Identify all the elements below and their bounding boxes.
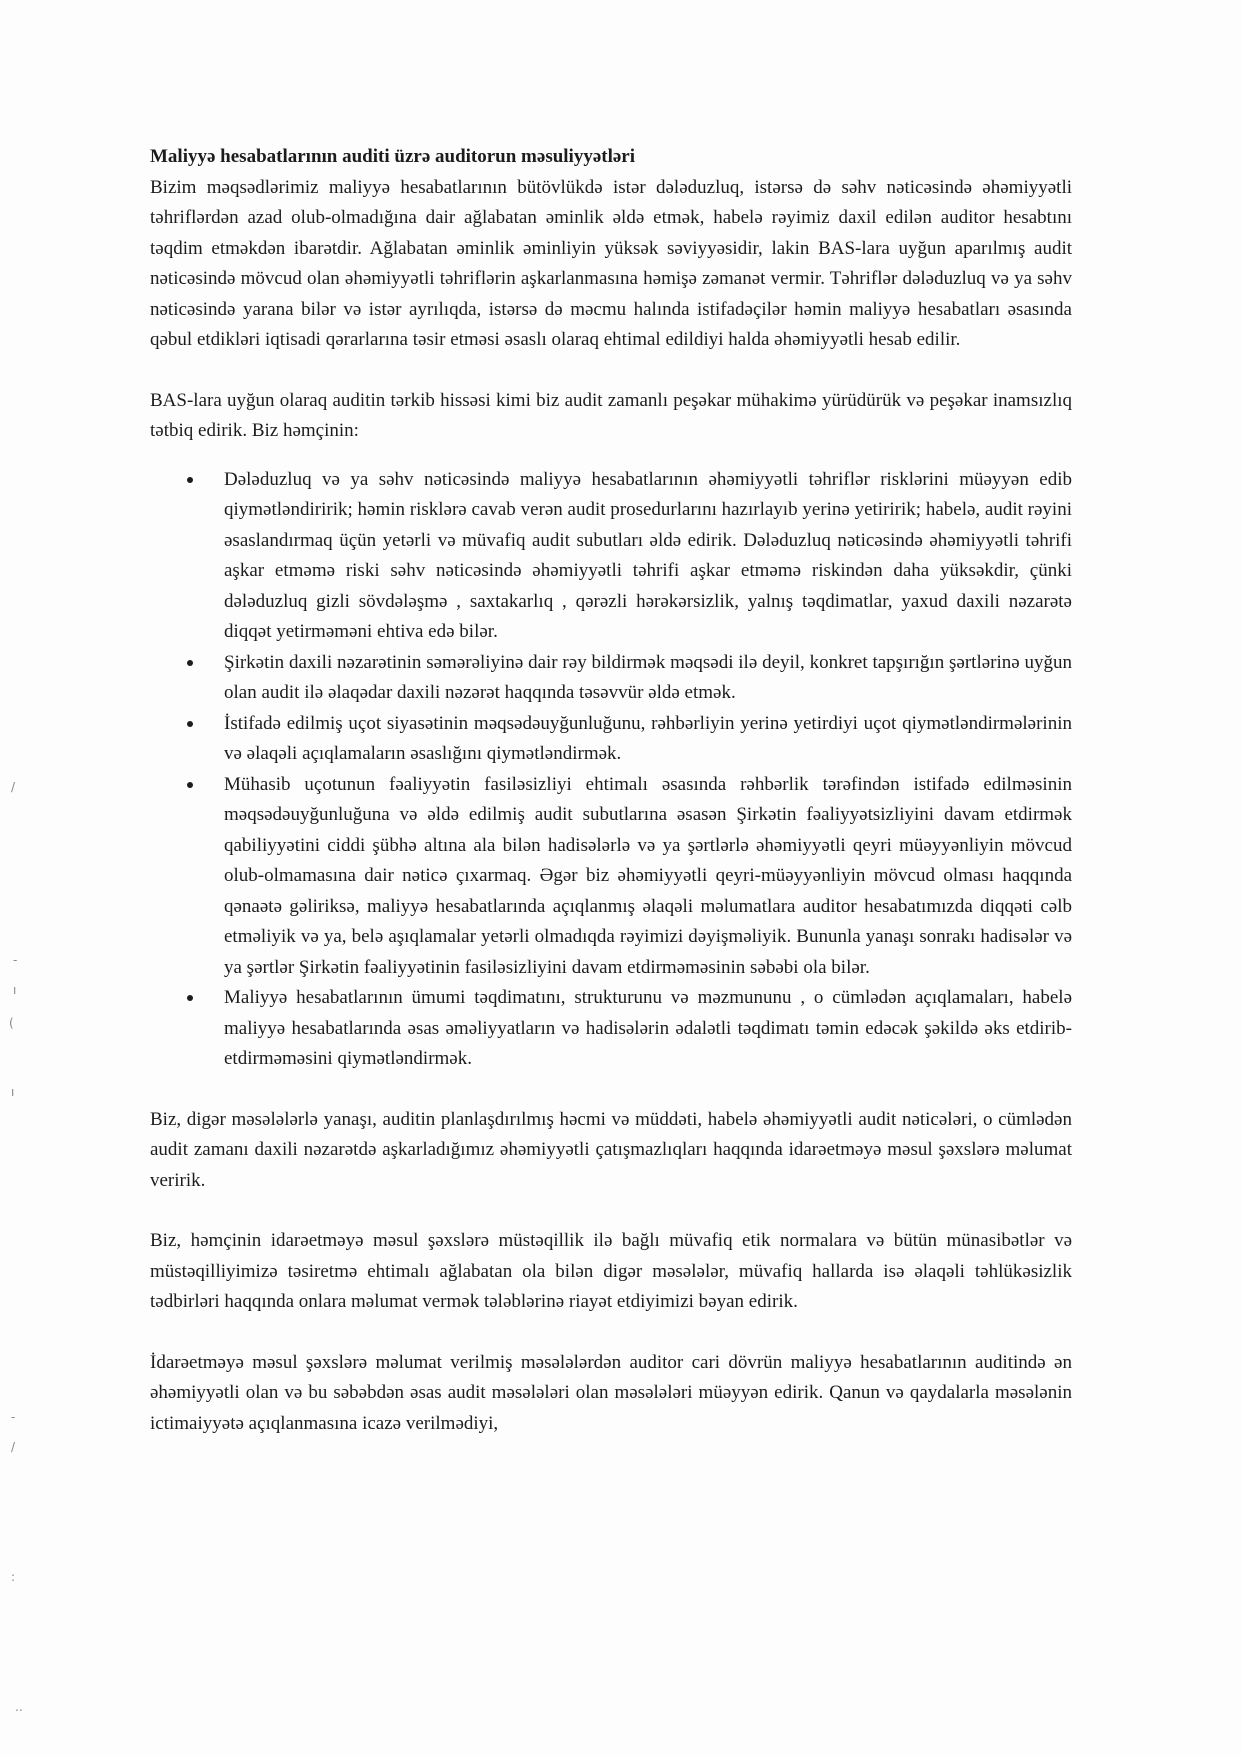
list-item-text: Dələduzluq və ya səhv nəticəsində maliyyə hesabatlarının əhəmiyyətli təhriflər risklərini müəyyən edib qiymətləndiririk; həmin risklərə cavab verən audit prosedurlarını hazırlayıb yerinə yetiririk; habelə, audit rəyini əsaslandırmaq üçün yetərli və müvafiq audit subutları əldə edirik. Dələduzluq nəticəsində əhəmiyyətli təhrifi aşkar etməmə riski səhv nəticəsində əhəmiyyətli təhrifi aşkar etməmə riskindən daha yüksəkdir, çünki dələduzluq gizli sövdələşmə , saxtakarlıq , qərəzli hərəkərsizlik, yalnış təqdimatlar, yaxud daxili nəzarətə diqqət yetirməməni ehtiva edə bilər. [224, 468, 1072, 642]
margin-scan-mark: ı [13, 983, 17, 997]
document-body [150, 142, 1072, 1439]
list-item [150, 770, 1072, 984]
list-item [150, 648, 1072, 709]
responsibilities-list [150, 465, 1072, 1075]
paragraph-spacer [150, 1318, 1072, 1348]
paragraph-spacer [150, 1196, 1072, 1226]
planning-paragraph: Biz, digər məsələlərlə yanaşı, auditin planlaşdırılmış həcmi və müddəti, habelə əhəmiyyətli audit nəticələri, o cümlədən audit zamanı daxili nəzarətdə aşkarladığımız əhəmiyyətli çatışmazlıqları haqqında idarəetməyə məsul şəxslərə məlumat veririk. [150, 1108, 1072, 1191]
bullet-icon [187, 995, 193, 1001]
bullet-icon [187, 477, 193, 483]
list-item-text: Şirkətin daxili nəzarətinin səmərəliyinə dair rəy bildirmək məqsədi ilə deyil, konkret tapşırığın şərtlərinə uyğun olan audit ilə əlaqədar daxili nəzərət haqqında təsəvvür əldə etmək. [224, 651, 1072, 703]
ethics-paragraph: Biz, həmçinin idarəetməyə məsul şəxslərə müstəqillik ilə bağlı müvafiq etik normalara və bütün münasibətlər və müstəqilliyimizə təsiretmə ehtimalı ağlabatan ola bilən digər məsələlər, müvafiq hallarda isə əlaqəli təhlükəsizlik tədbirləri haqqında onlara məlumat vermək tələblərinə riayət etdiyimizi bəyan edirik. [150, 1230, 1072, 1312]
bullet-icon [187, 721, 193, 727]
intro-paragraph: Bizim məqsədlərimiz maliyyə hesabatlarının bütövlükdə istər dələduzluq, istərsə də səhv nəticəsində əhəmiyyətli təhriflərdən azad olub-olmadığına dair ağlabatan əminlik əldə etmək, habelə rəyimiz daxil edilən auditor hesabtını təqdim etməkdən ibarətdir. Ağlabatan əminlik əminliyin yüksək səviyyəsidir, lakin BAS-lara uyğun aparılmış audit nəticəsində mövcud olan əhəmiyyətli təhriflərin aşkarlanmasına həmişə zəmanət vermir. Təhriflər dələduzluq və ya səhv nəticəsində yarana bilər və istər ayrılıqda, istərsə də məcmu halında istifadəçilər həmin maliyyə hesabatları əsasında qəbul etdikləri iqtisadi qərarlarına təsir etməsi əsaslı olaraq ehtimal edildiyi halda əhəmiyyətli hesab edilir. [150, 176, 1072, 350]
margin-scan-mark: / [11, 780, 16, 794]
bas-paragraph: BAS-lara uyğun olaraq auditin tərkib hissəsi kimi biz audit zamanlı peşəkar mühakimə yürüdürük və peşəkar inamsızlıq tətbiq edirik. Biz həmçinin: [150, 389, 1072, 441]
paragraph-spacer [150, 356, 1072, 386]
bullet-icon [187, 782, 193, 788]
margin-scan-mark: ı [11, 1085, 15, 1099]
margin-scan-mark: : [11, 1570, 16, 1584]
margin-scan-mark: / [11, 1440, 16, 1454]
list-item-text: Maliyyə hesabatlarının ümumi təqdimatını, strukturunu və məzmununu , o cümlədən açıqlamaları, habelə maliyyə hesabatlarında əsas əməliyyatların və hadisələrin ədalətli təqdimatı təmin edəcək şəkildə əks etdirib-etdirməməsini qiymətləndirmək. [224, 987, 1072, 1069]
section-heading: Maliyyə hesabatlarının auditi üzrə auditorun məsuliyyətləri [150, 146, 636, 167]
paragraph-spacer [150, 1075, 1072, 1105]
margin-scan-mark: - [11, 1410, 16, 1424]
list-item [150, 709, 1072, 770]
list-item-text: Mühasib uçotunun fəaliyyətin fasiləsizliyi ehtimalı əsasında rəhbərlik tərəfindən istifadə edilməsinin məqsədəuyğunluğuna və əldə edilmiş audit subutlarına əsasən Şirkətin fəaliyyətsizliyini davam etdirmək qabiliyyətini ciddi şübhə altına ala bilən hadisələrlə və ya şərtlərlə əhəmiyyətli qeyri müəyyənliyin mövcud olub-olmamasına dair nəticə çıxarmaq. Əgər biz əhəmiyyətli qeyri-müəyyənliyin mövcud olması haqqında qənaətə gəliriksə, maliyyə hesabatlarında açıqlanmış əlaqəli məlumatlara auditor hesabatımızda diqqəti cəlb etməliyik və ya, belə aşıqlamalar yetərli olmadıqda rəyimizi dəyişməliyik. Bununla yanaşı sonrakı hadisələr və ya şərtlər Şirkətin fəaliyyətinin fasiləsizliyini davam etdirməməsinin səbəbi ola bilər. [224, 773, 1072, 978]
key-matters-paragraph: İdarəetməyə məsul şəxslərə məlumat verilmiş məsələlərdən auditor cari dövrün maliyyə hesabatlarının auditində ən əhəmiyyətli olan və bu səbəbdən əsas audit məsələləri olan məsələləri müəyyən edirik. Qanun və qaydalarla məsələnin ictimaiyyətə açıqlanmasına icazə verilmədiyi, [150, 1351, 1072, 1434]
margin-scan-mark: ( [9, 1016, 14, 1030]
margin-scan-mark: .. [15, 1700, 23, 1714]
margin-scan-mark: - [13, 953, 18, 967]
list-item-text: İstifadə edilmiş uçot siyasətinin məqsədəuyğunluğunu, rəhbərliyin yerinə yetirdiyi uçot qiymətləndirmələrinin və əlaqəli açıqlamaların əsaslığını qiymətləndirmək. [224, 712, 1072, 764]
list-item [150, 465, 1072, 648]
bullet-icon [187, 660, 193, 666]
list-item [150, 983, 1072, 1075]
